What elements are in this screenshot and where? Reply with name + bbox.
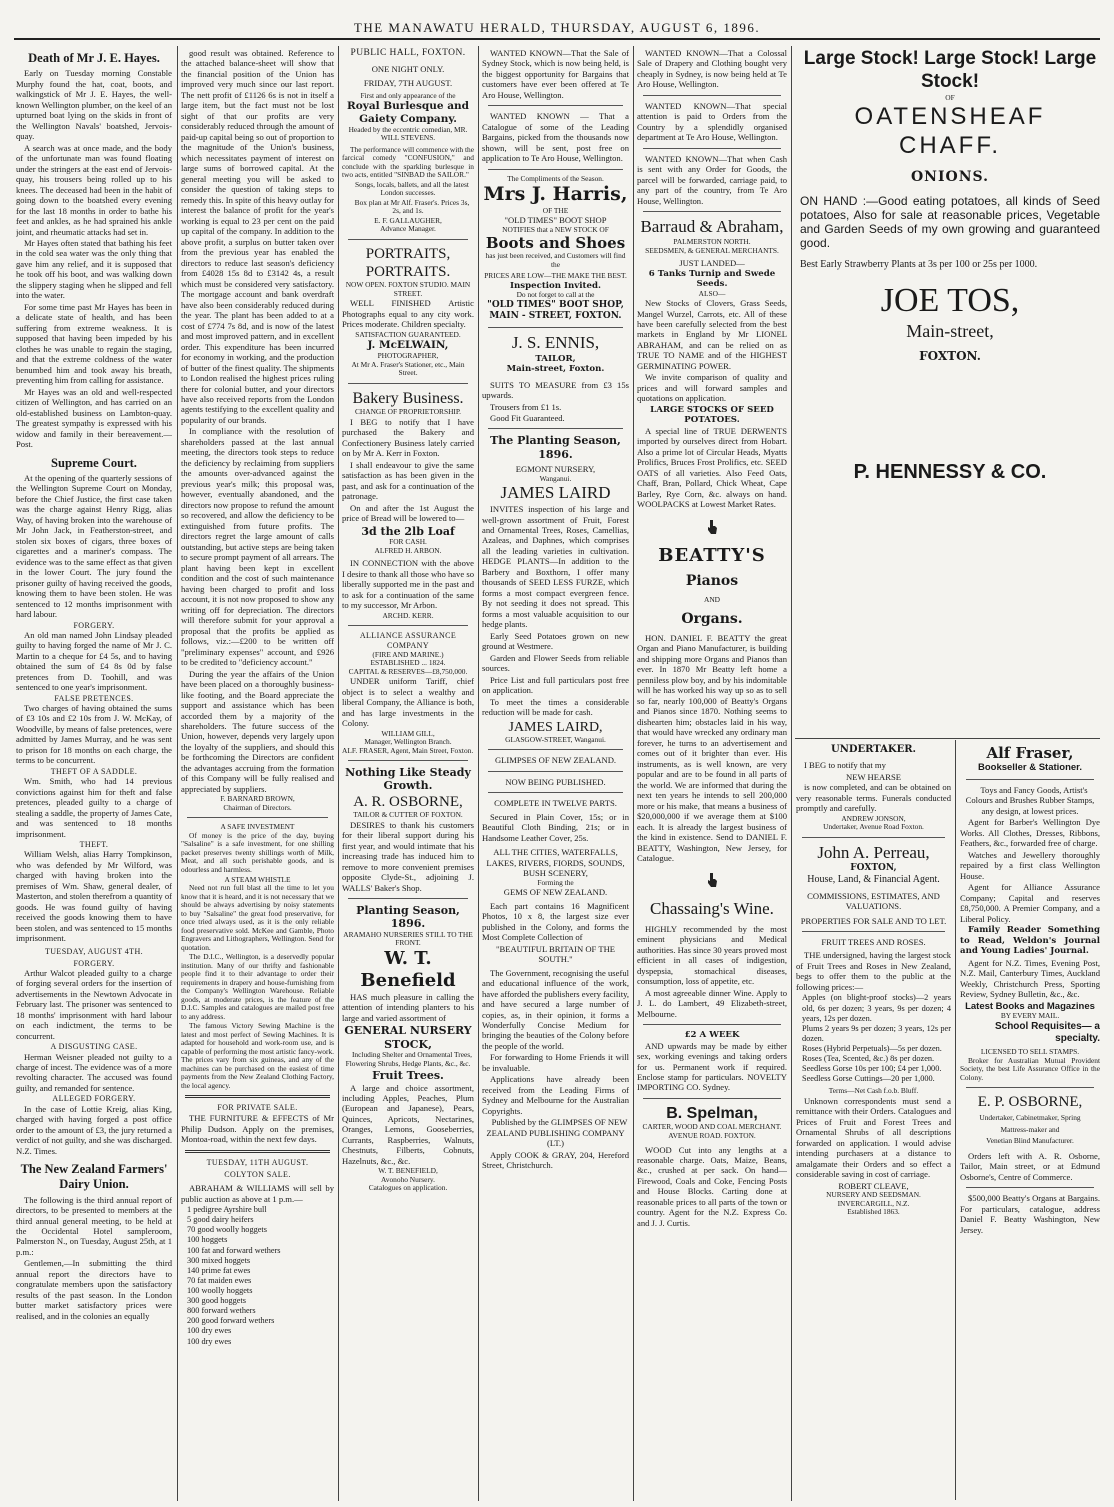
newspaper-title: THE MANAWATU HERALD, THURSDAY, AUGUST 6, 1896. (353, 20, 761, 35)
divider (185, 1150, 330, 1153)
article-paragraph: Arthur Walcot pleaded guilty to a charge of forging several orders for the insertion of advertisements in the Newtown Advocate in February last. The prisoner was sentenced to 18 months' imprisonment with hard labour on each indictment, the terms to be concurrent. (16, 967, 172, 1041)
ad-text: THE FURNITURE & EFFECTS of Mr Philip Dudson. Apply on the premises, Montoa-road, within the next few days. (181, 1113, 334, 1145)
column-rule (955, 740, 956, 1500)
advertiser-name: A. R. OSBORNE, (353, 793, 463, 810)
ad-title: GLIMPSES OF NEW ZEALAND. (494, 755, 617, 766)
advertiser-name: J. McELWAIN, (367, 339, 449, 352)
ad-text: Price List and full particulars post free on application. (482, 674, 629, 696)
advertiser-name: B. Spelman, (666, 1104, 758, 1122)
ad-text: is now completed, and can be obtained on very reasonable terms. Funerals conducted promptly and carefully. (796, 782, 951, 814)
signature: F. BARNARD BROWN, (220, 794, 295, 804)
list-item: Apples (on blight-proof stocks)—2 years old, 6s per dozen; 3 years, 9s per dozen; 4 years, 12s per dozen. (802, 993, 951, 1023)
ad-line: COMMISSIONS, ESTIMATES, AND VALUATIONS. (807, 890, 940, 912)
ad-line: TAILOR & CUTTER OF FOXTON. (353, 810, 463, 820)
list-item: 800 forward wethers (187, 1306, 256, 1316)
list-item: 140 prime fat ewes (187, 1265, 251, 1275)
section-subhead: A DISGUSTING CASE. (50, 1042, 138, 1052)
ad-line: FOXTON. (919, 348, 981, 363)
advertiser-name: Alf Fraser, (986, 744, 1074, 762)
section-subhead: FORGERY. (73, 958, 115, 968)
ad-heading: NEW HEARSE (846, 771, 901, 782)
article-title: The New Zealand Farmers' Dairy Union. (20, 1162, 168, 1192)
divider (185, 1095, 330, 1098)
divider (488, 105, 623, 106)
ad-line: SEEDSMEN, & GENERAL MERCHANTS. (645, 245, 779, 255)
ad-title: PUBLIC HALL, FOXTON. (350, 48, 466, 58)
ad-title: Planting Season, 1896. (356, 904, 460, 931)
ad-line: AVENUE ROAD. FOXTON. (668, 1131, 756, 1140)
article-paragraph: William Welsh, alias Harry Tompkinson, who was defended by Mr Wilford, was charged with having broken into the premises of Wm. Shaw, general dealer, of Masterton, and stolen therefrom a quantity of goods. He was found guilty of having received the goods knowing them to have been stolen, and was sentenced to 15 months imprisonment. (16, 849, 172, 944)
spacer (637, 511, 787, 519)
spacer (800, 161, 1100, 169)
ad-text: We invite comparison of quality and prices and will forward samples and quotations on application. (637, 372, 787, 404)
article-paragraph: Two charges of having obtained the sums of £3 10s and £2 10s from J. W. McKay, of Woodville, by means of false pretences, were admitted by James Murray, and he was sent to prison for 18 months on each charge, the terms to be concurrent. (16, 703, 172, 766)
signature: ALFRED H. ARBON. (374, 545, 442, 555)
ad-text: Broker for Australian Mutual Provident Society, the best Life Assurance Office in the Colony. (960, 1055, 1100, 1082)
advertiser-name: E. P. OSBORNE, (977, 1094, 1083, 1111)
price-list (796, 993, 951, 1084)
ad-text: For forwarding to Home Friends it will be invaluable. (482, 1052, 629, 1073)
article-paragraph: Gentlemen,—In submitting the third annual report the directors have to congratulate members upon the satisfactory results of the past season. In the London butter market satisfactory prices were realised, and in the colonies an equally (16, 1258, 172, 1321)
divider (348, 383, 468, 384)
ad-line: "OLD TIMES" BOOT SHOP (504, 215, 607, 226)
article-paragraph: An old man named John Lindsay pleaded guilty to having forged the name of Mr J. C. Martin to a cheque for £4 5s, and to having obtained the sum of £4 8s 0d by false pretences from D. Toohill, and was sentenced to one year's imprisonment. (16, 629, 172, 693)
article-paragraph: For some time past Mr Hayes has been in a delicate state of health, and has been suffering from extreme weakness. It is supposed that having been impeded by his clothes he was unable to regain the staging, and that the extreme coldness of the water benumbed him and took away his breath, preventing him from calling for assistance. (16, 301, 172, 386)
ad-heading: "BEAUTIFUL BRITAIN OF THE SOUTH." (495, 943, 616, 965)
ad-text: Trousers from £1 1s. (490, 401, 562, 412)
ad-title: FOR PRIVATE SALE. (217, 1103, 298, 1113)
list-item: 200 good forward wethers (187, 1316, 275, 1326)
ad-text: HAS much pleasure in calling the attention of intending planters to his large and varied assortment of (342, 991, 474, 1023)
spacer (800, 428, 1100, 444)
divider (348, 625, 468, 626)
divider (643, 148, 781, 149)
column-rule (338, 46, 339, 1501)
list-item: 70 good woolly hoggets (187, 1225, 267, 1235)
ad-line: AND (703, 595, 720, 605)
ad-heading: 6 Tanks Turnip and Swede Seeds. (648, 268, 776, 290)
ad-text: WANTED KNOWN—That the Sale of Sydney Stock, which is now being held, is the biggest opportunity for Bargains that customers have ever been offered at Te Aro House, Wellington. (482, 48, 629, 100)
article-paragraph: A search was at once made, and the body of the unfortunate man was found floating under the stringers at the east end of Jervois-quay, his trousers being rolled up to his knees. The deceased had been in the habit of going down to the boatshed every evening for the last 18 months in order to bathe his feet and ankles, as he had sprained his ankle joint, and rheumatic attacks had set in. (16, 142, 172, 237)
hand-icon (637, 872, 787, 890)
ad-line: CHANGE OF PROPRIETORSHIP. (354, 407, 462, 417)
divider (348, 760, 468, 761)
advertiser-name: J. S. ENNIS, (511, 332, 600, 352)
ad-text: THE undersigned, having the largest stock of Fruit Trees and Roses in New Zealand, begs to offer them to the public at the following prices:— (796, 950, 951, 992)
list-item: 100 woolly hoggets (187, 1285, 253, 1295)
ad-line: Bookseller & Stationer. (977, 762, 1082, 774)
signature: WILLIAM GILL, (381, 728, 435, 738)
advertiser-name: JOE TOS, (880, 281, 1020, 319)
ad-heading: Organs. (681, 610, 743, 627)
ad-text: Agent for Barber's Wellington Dye Works. All Clothes, Dresses, Ribbons, Feathers, &c., forwarded free of charge. (960, 817, 1100, 849)
ad-line: (FIRE AND MARINE.) (372, 649, 444, 659)
list-item: 100 dry ewes (187, 1336, 232, 1346)
divider (802, 837, 945, 838)
ad-line: LICENSED TO SELL STAMPS. (980, 1047, 1080, 1057)
list-item: Roses (Hybrid Perpetuals)—5s per dozen. (802, 1043, 942, 1053)
article-paragraph: Herman Weisner pleaded not guilty to a charge of incest. The evidence was of a more revolting character. The accused was found guilty, and remanded for sentence. (16, 1051, 172, 1093)
ad-heading: £2 A WEEK (684, 1030, 740, 1041)
article-paragraph: Wm. Smith, who had 14 previous convictions against him for theft and false pretences, pleaded guilty to a charge of stealing a saddle, the property of James Cate, and was sentenced to 18 months imprisonment. (16, 776, 172, 839)
divider (643, 95, 781, 96)
column-ads-4 (796, 744, 951, 1501)
ad-heading: LARGE STOCKS OF SEED POTATOES. (650, 404, 774, 426)
ad-line: PALMERSTON NORTH. (673, 237, 751, 247)
signature-title: Advance Manager. (380, 224, 436, 234)
list-item: 100 hoggets (187, 1235, 228, 1245)
divider (488, 792, 623, 793)
spacer (800, 444, 1100, 460)
ad-line: The Compliments of the Season. (507, 173, 604, 183)
ad-text: New Stocks of Clovers, Grass Seeds, Mangel Wurzel, Carrots, etc. All of these have been carefully selected from the best markets in England by Mr LIONEL ABRAHAM, and can be relied on as TRUE TO NAME and of the HIGHEST GERMINATING POWER. (637, 298, 787, 371)
divider (643, 1024, 781, 1025)
column-news (16, 48, 172, 1503)
ad-text: On and after the 1st August the price of Bread will be lowered to— (342, 502, 474, 524)
ad-heading: GEMS OF NEW ZEALAND. (503, 887, 608, 898)
section-subhead: THEFT. (79, 840, 109, 849)
signature: ROBERT CLEAVE, (838, 1180, 909, 1191)
ad-line: Terms—Net Cash f.o.b. Bluff. (828, 1086, 919, 1096)
ad-subtitle: COLYTON SALE. (224, 1170, 291, 1180)
ad-line: ALSO— (698, 288, 726, 298)
ad-text: Apply COOK & GRAY, 204, Hereford Street, Christchurch. (482, 1149, 629, 1171)
signature-title: Chairman of Directors. (223, 802, 292, 812)
column-report (181, 48, 334, 1503)
ad-line: SATISFACTION GUARANTEED. (355, 329, 461, 339)
signature: E. F. GALLAUGHER, (374, 215, 442, 225)
ad-line: ONE NIGHT ONLY. (371, 63, 445, 74)
notice-text: The famous Victory Sewing Machine is the latest and most perfect of Sewing Machines. It is adapted for household and work-room use, and is capable of performing the most artistic fancy-work. The prices vary from six guineas, and any of the machines can be purchased on the easiest of time payments from the New Zealand Clothing Factory, the local agency. (181, 1021, 334, 1090)
ad-text: A large and choice assortment, including Apples, Peaches, Plum (European and Japanese), Pears, Quinces, Apricots, Nectarines, Oranges, Lemons, Gooseberries, Currants, Raspberries, Walnuts, Chestnuts, Filberts, Cobnuts, Hazelnuts, &c., &c. (342, 1082, 474, 1166)
ad-line: FOR CASH. (389, 537, 427, 547)
ad-line: Mattress-maker and (1000, 1124, 1060, 1134)
ad-line: First and only appearance of the (360, 90, 456, 100)
ad-line: Main-street, (906, 321, 994, 341)
ad-line: EGMONT NURSERY, (515, 464, 596, 475)
ad-line: OF (945, 92, 955, 102)
advertiser-name: Mrs J. Harris, (483, 183, 628, 206)
ad-text: INVITES inspection of his large and well-grown assortment of Fruit, Forest and Ornamental Trees, Roses, Camellias, Azaleas, and Daphnes, which comprises all the leading varieties in cultivation. HEDGE PLANTS—In addition to the Barbery and Boxthorn, I offer many thousands of SEED LESS FURZE, which forms a most compact evergreen fence. By not seeding it does not spread. This forms a most valuable acquisition to our hedge plants. (482, 504, 629, 630)
ad-heading: School Requisites— a specialty. (994, 1020, 1100, 1044)
ad-text: AND upwards may be made by either sex, working evenings and taking orders for us. Permanent work if required. Enclose stamp for particulars. NOVELTY IMPORTING CO. Sydney. (637, 1040, 787, 1093)
ad-heading: GENERAL NURSERY STOCK, (344, 1024, 472, 1051)
ad-text: Including Shelter and Ornamental Trees, Flowering Shrubs, Hedge Plants, &c., &c. (345, 1050, 473, 1068)
section-date: TUESDAY, AUGUST 4TH. (44, 946, 144, 956)
divider (795, 738, 1100, 739)
ad-line: NOTIFIES that a NEW STOCK OF (502, 224, 609, 234)
ad-text: Orders left with A. R. Osborne, Tailor, Main street, or at Edmund Osborne's, Centre of Commerce. (960, 1150, 1100, 1182)
ad-line: PROPERTIES FOR SALE AND TO LET. (800, 915, 947, 926)
ad-title: BEATTY'S (658, 545, 766, 567)
notice-text: The D.I.C., Wellington, is a deservedly popular institution. Many of our thrifty and fashionable people find it to their advantage to order their requirements in drapery and house-furnishing from the Company's Wellington Warehouse. Reliable goods, at moderate prices, is the feature of the D.I.C. Samples and catalogues are mailed post free to any address. (181, 952, 334, 1021)
ad-text: I shall endeavour to give the same satisfaction as has been given in the past, and ask for a continuation of the patronage. (342, 459, 474, 502)
spacer (800, 396, 1100, 412)
ad-text: HON. DANIEL F. BEATTY the great Organ and Piano Manufacturer, is building and shipping more Organs and Pianos than ever. In 1870 Mr Beatty left home a penniless plow boy, and by his indomitable will he has worked his way up so as to sell so far, nearly 100,000 of Beatty's Organs and Pianos since 1870. Nothing seems to dishearten him; obstacles laid in his way, that would have wrecked any ordinary man forever, he turns to an advertisement and comes out of it brighter than ever. His instruments, as is well known, are very popular and are to be found in all parts of the world. We are informed that during the next ten years he intends to sell 200,000 more or his make, that means a business of $20,000,000 if we average them at $100 each. It is already the largest business of the kind in existence. Send to DANIEL F. BEATTY, Washington, New Jersey, for Catalogue. (637, 632, 787, 863)
spacer (800, 364, 1100, 380)
ad-text: A most agreeable dinner Wine. Apply to J. L. do Lambert, 49 Elizabeth-street, Melbourne. (637, 987, 787, 1019)
notice-text: Need not run full blast all the time to let you know that it is heard, and it is not necessary that we should be always advertising by noisy statements to buy "Salsaline" the great food preservative, for once tried always used, as it is the only reliable food preservative sold. McKee and Gamble, Photo Engravers and Lithographers, Wellington. Send for quotation. (181, 883, 334, 952)
ad-text: Applications have already been received from the Leading Firms of Sydney and Melbourne for the Australian Copyrights. (482, 1074, 629, 1116)
article-paragraph: In the case of Lottie Kreig, alias King, charged with having forged a post office order to the amount of £3, the jury returned a verdict of not guilty, and she was discharged. N.Z. Times. (16, 1103, 172, 1156)
ad-text: WANTED KNOWN — That a Catalogue of some of the Leading Bargains, picked from the thousands now shown, will be sent, post free on application to Te Aro House, Wellington. (482, 111, 629, 164)
ad-line: ESTABLISHED ... 1824. (370, 658, 446, 668)
spacer (800, 412, 1100, 428)
ad-line: OF THE (542, 205, 569, 215)
ad-text: Good Fit Guaranteed. (490, 412, 565, 423)
ad-line: FRIDAY, 7TH AUGUST. (363, 78, 453, 89)
article-paragraph: Mr Hayes was an old and well-respected citizen of Wellington, and has carried on an old-established business on Lambton-quay. The greatest sympathy is expressed with his widow and family in their bereavement.— Post. (16, 386, 172, 450)
ad-line: has just been received, and Customers will find the (485, 251, 626, 269)
section-subhead: FALSE PRETENCES. (54, 693, 134, 703)
article-paragraph: Mr Hayes often stated that bathing his feet in the cold sea water was the only thing that gave him any relief, and it is supposed that he took off his boot, and was walking down the slippery staging when he slipped and fell into the water. (16, 238, 172, 301)
ad-text: IN CONNECTION with the above I desire to thank all those who have so liberally supported me in the past and to ask for a continuation of the same to my successor, Mr Arbon. (342, 558, 474, 611)
ad-heading: Boots and Shoes (485, 234, 626, 253)
ad-text: Published by the GLIMPSES OF NEW ZEALAND PUBLISHING COMPANY (LT.) (486, 1117, 628, 1149)
divider (488, 749, 623, 750)
ad-title: PORTRAITS, PORTRAITS. (365, 245, 451, 281)
divider (488, 428, 623, 429)
ad-text: Agent for N.Z. Times, Evening Post, N.Z. Mail, Canterbury Times, Auckland Weekly, Christchurch Press, Sporting Review, Sydney Bulletin, &c., &c. (960, 957, 1100, 1000)
ad-title: Bakery Business. (352, 389, 464, 407)
ad-text: Garden and Flower Seeds from reliable sources. (482, 652, 629, 674)
ad-line: Undertaker, Cabinetmaker, Spring (979, 1113, 1081, 1123)
ad-text: Agent for Alliance Assurance Company; Capital and reserves £8,750,000. A Premier Company, and a Liberal Policy. (960, 882, 1100, 924)
article-paragraph: good result was obtained. Reference to the attached balance-sheet will show that the financial position of the Union has improved very much since our last report. The nett profit of £1126 6s is not in itself a large item, but the fact must not be lost sight of that our profits are very considerably reduced through the amount of paid-up capital being so out of proportion to the magnitude of the Union's business, which necessitates payment of interest on large sums of borrowed capital. At the general meeting you will be asked to consider the question of taking steps to remedy this. In spite of this heavy outlay for interest the balance of profit for the year's working is equal to 23 per cent on the paid up capital of the company. In addition to the above profit, a surplus on butter taken over from the previous year has enabled the directors to reduce last season's deficiency from £4028 15s 8d to £3142 4s, a result which must be considered very satisfactory. The mortgage account and bank overdraft have also been considerably reduced during the year. The plant has been added to at a cost of £774 7s 8d, and is now of the latest and most improved pattern, and in excellent order. This expenditure has been incurred for economy in working, and the production of butter of the finest quality. The shipments to London realised the highest prices ruling there for colonial butter, and your directors have also received reports from the London agents testifying to the excellent quality and popularity of our brands. (181, 48, 334, 425)
spacer (800, 186, 1100, 194)
ad-line: ALF. FRASER, Agent, Main Street, Foxton. (342, 745, 474, 755)
ad-line: ARAMAHO NURSERIES STILL TO THE FRONT. (343, 929, 473, 948)
ad-heading: Fruit Trees. (372, 1069, 444, 1083)
article-title: Supreme Court. (51, 455, 137, 470)
signature-title: Avonoho Nursery. (381, 1174, 435, 1184)
list-item: 70 fat maiden ewes (187, 1275, 252, 1285)
divider (348, 898, 468, 899)
ad-title: Large Stock! Large Stock! Large Stock! (803, 48, 1097, 92)
ad-line: "OLD TIMES" BOOT SHOP, MAIN - STREET, FOXTON. (487, 299, 624, 321)
notice-title: A SAFE INVESTMENT (220, 822, 295, 832)
ad-text: I BEG to notify that my (804, 760, 886, 771)
ad-line: At Mr A. Fraser's Stationer, etc., Main Street. (351, 359, 465, 378)
column-rule (478, 46, 479, 1501)
column-ads-1 (342, 48, 474, 1503)
ad-text: I BEG to notify that I have purchased the Bakery and Confectionery Business lately carried on by Mr A. Kerr in Foxton. (342, 416, 474, 459)
list-item: Seedless Gorse Cuttings—20 per 1,000. (802, 1074, 935, 1084)
auction-lot-list (181, 1205, 334, 1347)
signature-title: NURSERY AND SEEDSMAN. (826, 1190, 921, 1200)
section-subhead: THEFT OF A SADDLE. (50, 766, 138, 776)
list-item: 300 good hoggets (187, 1296, 246, 1306)
advertiser-name: P. HENNESSY & CO. (853, 460, 1047, 483)
signature: W. T. BENEFIELD, (378, 1166, 438, 1176)
advertiser-name: Barraud & Abraham, (640, 217, 784, 237)
ad-text: The Government, recognising the useful and educational influence of the work, have afforded the publishers every facility, and have secured a large number of copies, as, in their opinion, it forms a Wonderfully Concise Medium for bringing the beauties of the Colony before the people of the world. (482, 967, 629, 1051)
list-item: Plums 2 years 9s per dozen; 3 years, 12s per dozen. (802, 1023, 951, 1043)
divider (488, 169, 623, 170)
price-highlight: 3d the 2lb Loaf (361, 524, 455, 538)
ad-text: Family Reader Something to Read, Weldon's Journal and Young Ladies' Journal. (960, 925, 1100, 957)
ad-line: PRICES ARE LOW—THE MAKE THE BEST. (484, 271, 627, 281)
ad-text: To meet the times a considerable reduction will be made for cash. (482, 696, 629, 718)
company-name: Royal Burlesque and Gaiety Company. (347, 100, 469, 125)
ad-text: Unknown correspondents must send a remittance with their Orders. Catalogues and Prices of Fruit and Forest Trees and Ornamental Shrubs of all descriptions forwarded on application. I would advise intending purchasers at a distance to amalgamate their Orders and so effect a considerable saving in cost of carriage. (796, 1095, 951, 1180)
spacer (637, 891, 787, 899)
ad-line: Wanganui. (539, 473, 572, 483)
ad-text: Toys and Fancy Goods, Artist's Colours and Brushes Rubber Stamps, any design, at lowest prices. (965, 784, 1095, 816)
ad-text: Secured in Plain Cover, 15s; or in Beautiful Cloth Binding, 21s; or in Handsome Leather Cover, 25s. (482, 811, 629, 843)
ad-line: Main-street, Foxton. (506, 364, 605, 375)
article-title: Death of Mr J. E. Hayes. (28, 51, 160, 65)
article-paragraph: In compliance with the resolution of shareholders passed at the last annual meeting, the directors took steps to reduce the deficiency by reclaiming from suppliers the amounts over-advanced against the previous year's milk; this proposal was, however, eventually abandoned, and the directors now propose to refund the amount so recovered, and allow the deficiency to be extinguished from future profits. The directors regret the large amount of calls outstanding, but active steps are being taken to secure prompt payment of all arrears. The plant having been kept in excellent condition and the cost of such maintenance having been charged to profit and loss account, it is not now proposed to show any writing off for depreciation. The directors will therefore submit for your approval a proposal that the profits be applied as follows, viz.:—£200 to be written off "preliminary expenses" account, and £926 to be credited to "deficiency account." (181, 426, 334, 668)
divider (802, 931, 945, 932)
ad-heading: Latest Books and Magazines (965, 1000, 1095, 1012)
ad-text: WANTED KNOWN—That a Colossal Sale of Drapery and Clothing bought very cheaply in Sydney, is now being held at Te Aro House, Wellington. (637, 48, 787, 90)
ad-heading: ALL THE CITIES, WATERFALLS, LAKES, RIVERS, FIORDS, SOUNDS, BUSH SCENERY, (486, 847, 625, 879)
column-rule (791, 46, 792, 1501)
spacer (800, 380, 1100, 396)
list-item: Roses (Tea, Scented, &c.) 8s per dozen. (802, 1054, 935, 1064)
spacer (637, 537, 787, 545)
ad-text: Box plan at Mr Alf. Fraser's. Prices 3s, 2s, and 1s. (354, 197, 470, 216)
ad-text: WOOD Cut into any lengths at a reasonable charge. Oats, Maize, Beans, &c., crushed at per sack. On hand—Firewood, Coals and Coke, Fencing Posts and House Blocks. Carting done at reasonable prices to all parts of the town or country. Agent for the N.Z. Express Co. and J. J. Curtis. (637, 1144, 787, 1228)
masthead (14, 18, 1100, 40)
ad-text: Songs, locals, ballets, and all the latest London successes. (355, 179, 469, 198)
column-ads-5 (960, 744, 1100, 1501)
ad-title: The Planting Season, 1896. (490, 434, 621, 461)
advertiser-name: Chassaing's Wine. (650, 898, 774, 918)
ad-line: COMPLETE IN TWELVE PARTS. (494, 798, 617, 809)
ad-line: BY EVERY MAIL. (1000, 1011, 1060, 1021)
section-subhead: FORGERY. (73, 620, 115, 630)
list-item: 1 pedigree Ayrshire bull (187, 1205, 267, 1215)
ad-title: ALLIANCE ASSURANCE COMPANY (359, 631, 457, 650)
advertiser-name: JAMES LAIRD, (508, 719, 603, 735)
ad-line: JUST LANDED— (679, 258, 745, 269)
hand-icon (637, 519, 787, 537)
ad-text: SUITS TO MEASURE from £3 15s upwards. (482, 379, 629, 401)
signature-title: Undertaker, Avenue Road Foxton. (823, 822, 924, 832)
advertiser-name: JAMES LAIRD (500, 483, 611, 503)
ad-line: NOW OPEN. FOXTON STUDIO. MAIN STREET. (345, 280, 471, 298)
signature-title: Established 1863. (847, 1207, 900, 1217)
column-rule (177, 46, 178, 1501)
divider (488, 327, 623, 328)
ad-line: TAILOR, (535, 353, 576, 364)
column-ads-3 (637, 48, 787, 1503)
ad-heading: ONIONS. (910, 168, 990, 185)
list-item: 100 dry ewes (187, 1326, 232, 1336)
ad-text: Early Seed Potatoes grown on new ground at Westmere. (482, 630, 629, 652)
ad-heading: Inspection Invited. (510, 280, 601, 291)
ad-title: Nothing Like Steady Growth. (345, 766, 471, 793)
ad-line: PHOTOGRAPHER, (377, 351, 439, 361)
article-paragraph: At the opening of the quarterly sessions of the Wellington Supreme Court on Monday, before the Chief Justice, the first case taken was the charge against Henry Rigg, alias Way, of having broken into the warehouse of Mr John Jack, in Featherston-street, and stolen six boxes of cigars, three boxes of cigarettes and a mariner's compass. The evidence was to the same effect as that given in the lower Court. The jury found the prisoner guilty of having received the goods, knowing them to have been stolen. He was sentenced to 12 months imprisonment with hard labour. (16, 472, 172, 620)
list-item: Seedless Gorse 10s per 100; £4 per 1,000. (802, 1064, 942, 1074)
ad-title: FRUIT TREES AND ROSES. (821, 936, 926, 947)
column-rule (633, 46, 634, 1501)
ad-text: WELL FINISHED Artistic Photographs equal to any city work. Prices moderate. Children specialty. (342, 298, 474, 330)
divider (966, 779, 1094, 780)
spacer (637, 864, 787, 872)
divider (643, 211, 781, 212)
list-item: 100 fat and forward wethers (187, 1245, 281, 1255)
ad-line: CARTER, WOOD AND COAL MERCHANT. (642, 1122, 782, 1132)
ad-text: The performance will commence with the farcical comedy "CONFUSION," and conclude with the sparkling burlesque in two acts, entitled "SINBAD the SAILOR." (342, 144, 474, 180)
ad-title: TUESDAY, 11TH AUGUST. (206, 1157, 309, 1167)
divider (348, 239, 468, 240)
ad-title: UNDERTAKER. (830, 744, 917, 755)
ad-line: CAPITAL & RESERVES—£8,750,000. (348, 666, 468, 676)
ad-text: Watches and Jewellery thoroughly repaired by a first class Wellington House. (960, 849, 1100, 881)
signature-title: INVERCARGILL, N.Z. (837, 1198, 910, 1208)
ad-heading: Pianos (685, 573, 739, 590)
ad-text: Each part contains 16 Magnificent Photos, 10 x 8, the largest size ever published in the Colony, and forms the Most Complete Collection of (482, 900, 629, 943)
ad-text: HIGHLY recommended by the most eminent physicians and Medical authorities. Has since 30 years proved most efficient in all cases of indigestion, dyspepsia, stomachical diseases, consumption, loss of appetite, etc. (637, 923, 787, 987)
section-subhead: ALLEGED FORGERY. (52, 1094, 136, 1104)
ad-text: ON HAND :—Good eating potatoes, all kinds of Seed potatoes, Also for sale at reasonable prices, Vegetable and Garden Seeds of my own growing and guaranteed good. (800, 193, 1100, 251)
ad-line: Forming the (537, 877, 574, 887)
column-ads-2 (482, 48, 629, 1503)
ad-line: FOXTON, (850, 863, 897, 874)
article-paragraph: Early on Tuesday morning Constable Murphy found the hat, coat, boots, and walkingstick of Mr J. E. Hayes, the well-known Wellington plumber, on the keel of an upturned boat lying on the skids in front of the Wellington Navals' boatshed, Jervois-quay. (16, 68, 172, 142)
ad-line: NOW BEING PUBLISHED. (505, 776, 606, 787)
ad-line: GLASGOW-STREET, Wanganui. (505, 734, 606, 744)
signature: ARCHD. KERR. (382, 610, 434, 620)
ad-line: Catalogues on application. (368, 1183, 448, 1193)
signature-title: Manager, Wellington Branch. (364, 737, 452, 747)
list-item: 300 mixed hoggets (187, 1255, 251, 1265)
divider (966, 1087, 1094, 1088)
notice-text: Of money is the price of the day, buying "Salsaline" is a safe investment, for one shilling packet preserves twenty shillings worth of Milk, Meat, and all such perishable goods, and is odourless and harmless. (181, 830, 334, 874)
divider (187, 817, 328, 818)
ad-text: WANTED KNOWN—That special attention is paid to Orders from the Country by a splendidly organised department at Te Aro House, Wellington. (637, 100, 787, 143)
divider (643, 1098, 781, 1099)
ad-text: DESIRES to thank his customers for their liberal support during his first year, and would intimate that his increasing trade has induced him to remove to more convenient premises opposite Clyde-St., adjoining J. WALLS' Baker's Shop. (342, 819, 474, 893)
ad-line: Venetian Blind Manufacturer. (986, 1136, 1074, 1146)
ad-text: A special line of TRUE DERWENTS imported by ourselves direct from Hobart. Also a prime lot of Circular Heads, Myatts Prolifics, Bruces Frost Prolifics, etc. SEED OATS of all varieties. Also Feed Oats, Chaff, Bran, Pollard, Chick Wheat, Cape Barley, Rye Corn, &c. always on hand. WOOLPACKS at Lowest Market Rates. (637, 425, 787, 510)
ad-text: Best Early Strawberry Plants at 3s per 100 or 25s per 1000. (800, 259, 1038, 271)
notice-title: A STEAM WHISTLE (224, 874, 291, 884)
advertiser-name: W. T. Benefield (360, 947, 456, 991)
divider (488, 771, 623, 772)
spacer (800, 251, 1100, 259)
list-item: 5 good dairy heifers (187, 1215, 254, 1225)
ad-line: House, Land, & Financial Agent. (807, 874, 940, 886)
ad-text: WANTED KNOWN—That when Cash is sent with any Order for Goods, the parcel will be forwarded, carriage paid, to any part of the country, from Te Aro House, Wellington. (637, 153, 787, 206)
ad-heading: OATENSHEAF CHAFF. (854, 103, 1046, 160)
ad-text: $500,000 Beatty's Organs at Bargains. For particulars, catalogue, address Daniel F. Beatty Washington, New Jersey. (960, 1193, 1100, 1235)
article-paragraph: During the year the affairs of the Union have been placed on a thoroughly business-like footing, and the Board appreciate the support and assistance which has been accorded them by a majority of the shareholders. The future success of the Union, however, depends very largely upon the loyalty of the suppliers, and should this be forthcoming the Directors are confident the advantages accruing from the formation of this Company will be fully realised and appreciated by suppliers. (181, 668, 334, 794)
ad-text: UNDER uniform Tariff, chief object is to select a wealthy and liberal Company, the Alliance is both, and has large investments in the Colony. (342, 676, 474, 729)
column-ads-wide (800, 48, 1100, 738)
article-paragraph: The following is the third annual report of directors, to be presented to members at the third annual general meeting, to be held at the Occidental Hotel sampleroom, Palmerston N., on Tuesday, August 25th, at 1 p.m.: (16, 1194, 172, 1257)
divider (966, 1187, 1094, 1188)
ad-line: Do not forget to call at the (516, 290, 595, 300)
signature: ANDREW JONSON, (841, 813, 906, 823)
ad-line: Headed by the eccentric comedian, MR. WILL STEVENS. (348, 124, 468, 143)
advertiser-name: John A. Perreau, (817, 842, 930, 862)
ad-text: ABRAHAM & WILLIAMS will sell by public auction as above at 1 p.m.— (181, 1183, 334, 1204)
